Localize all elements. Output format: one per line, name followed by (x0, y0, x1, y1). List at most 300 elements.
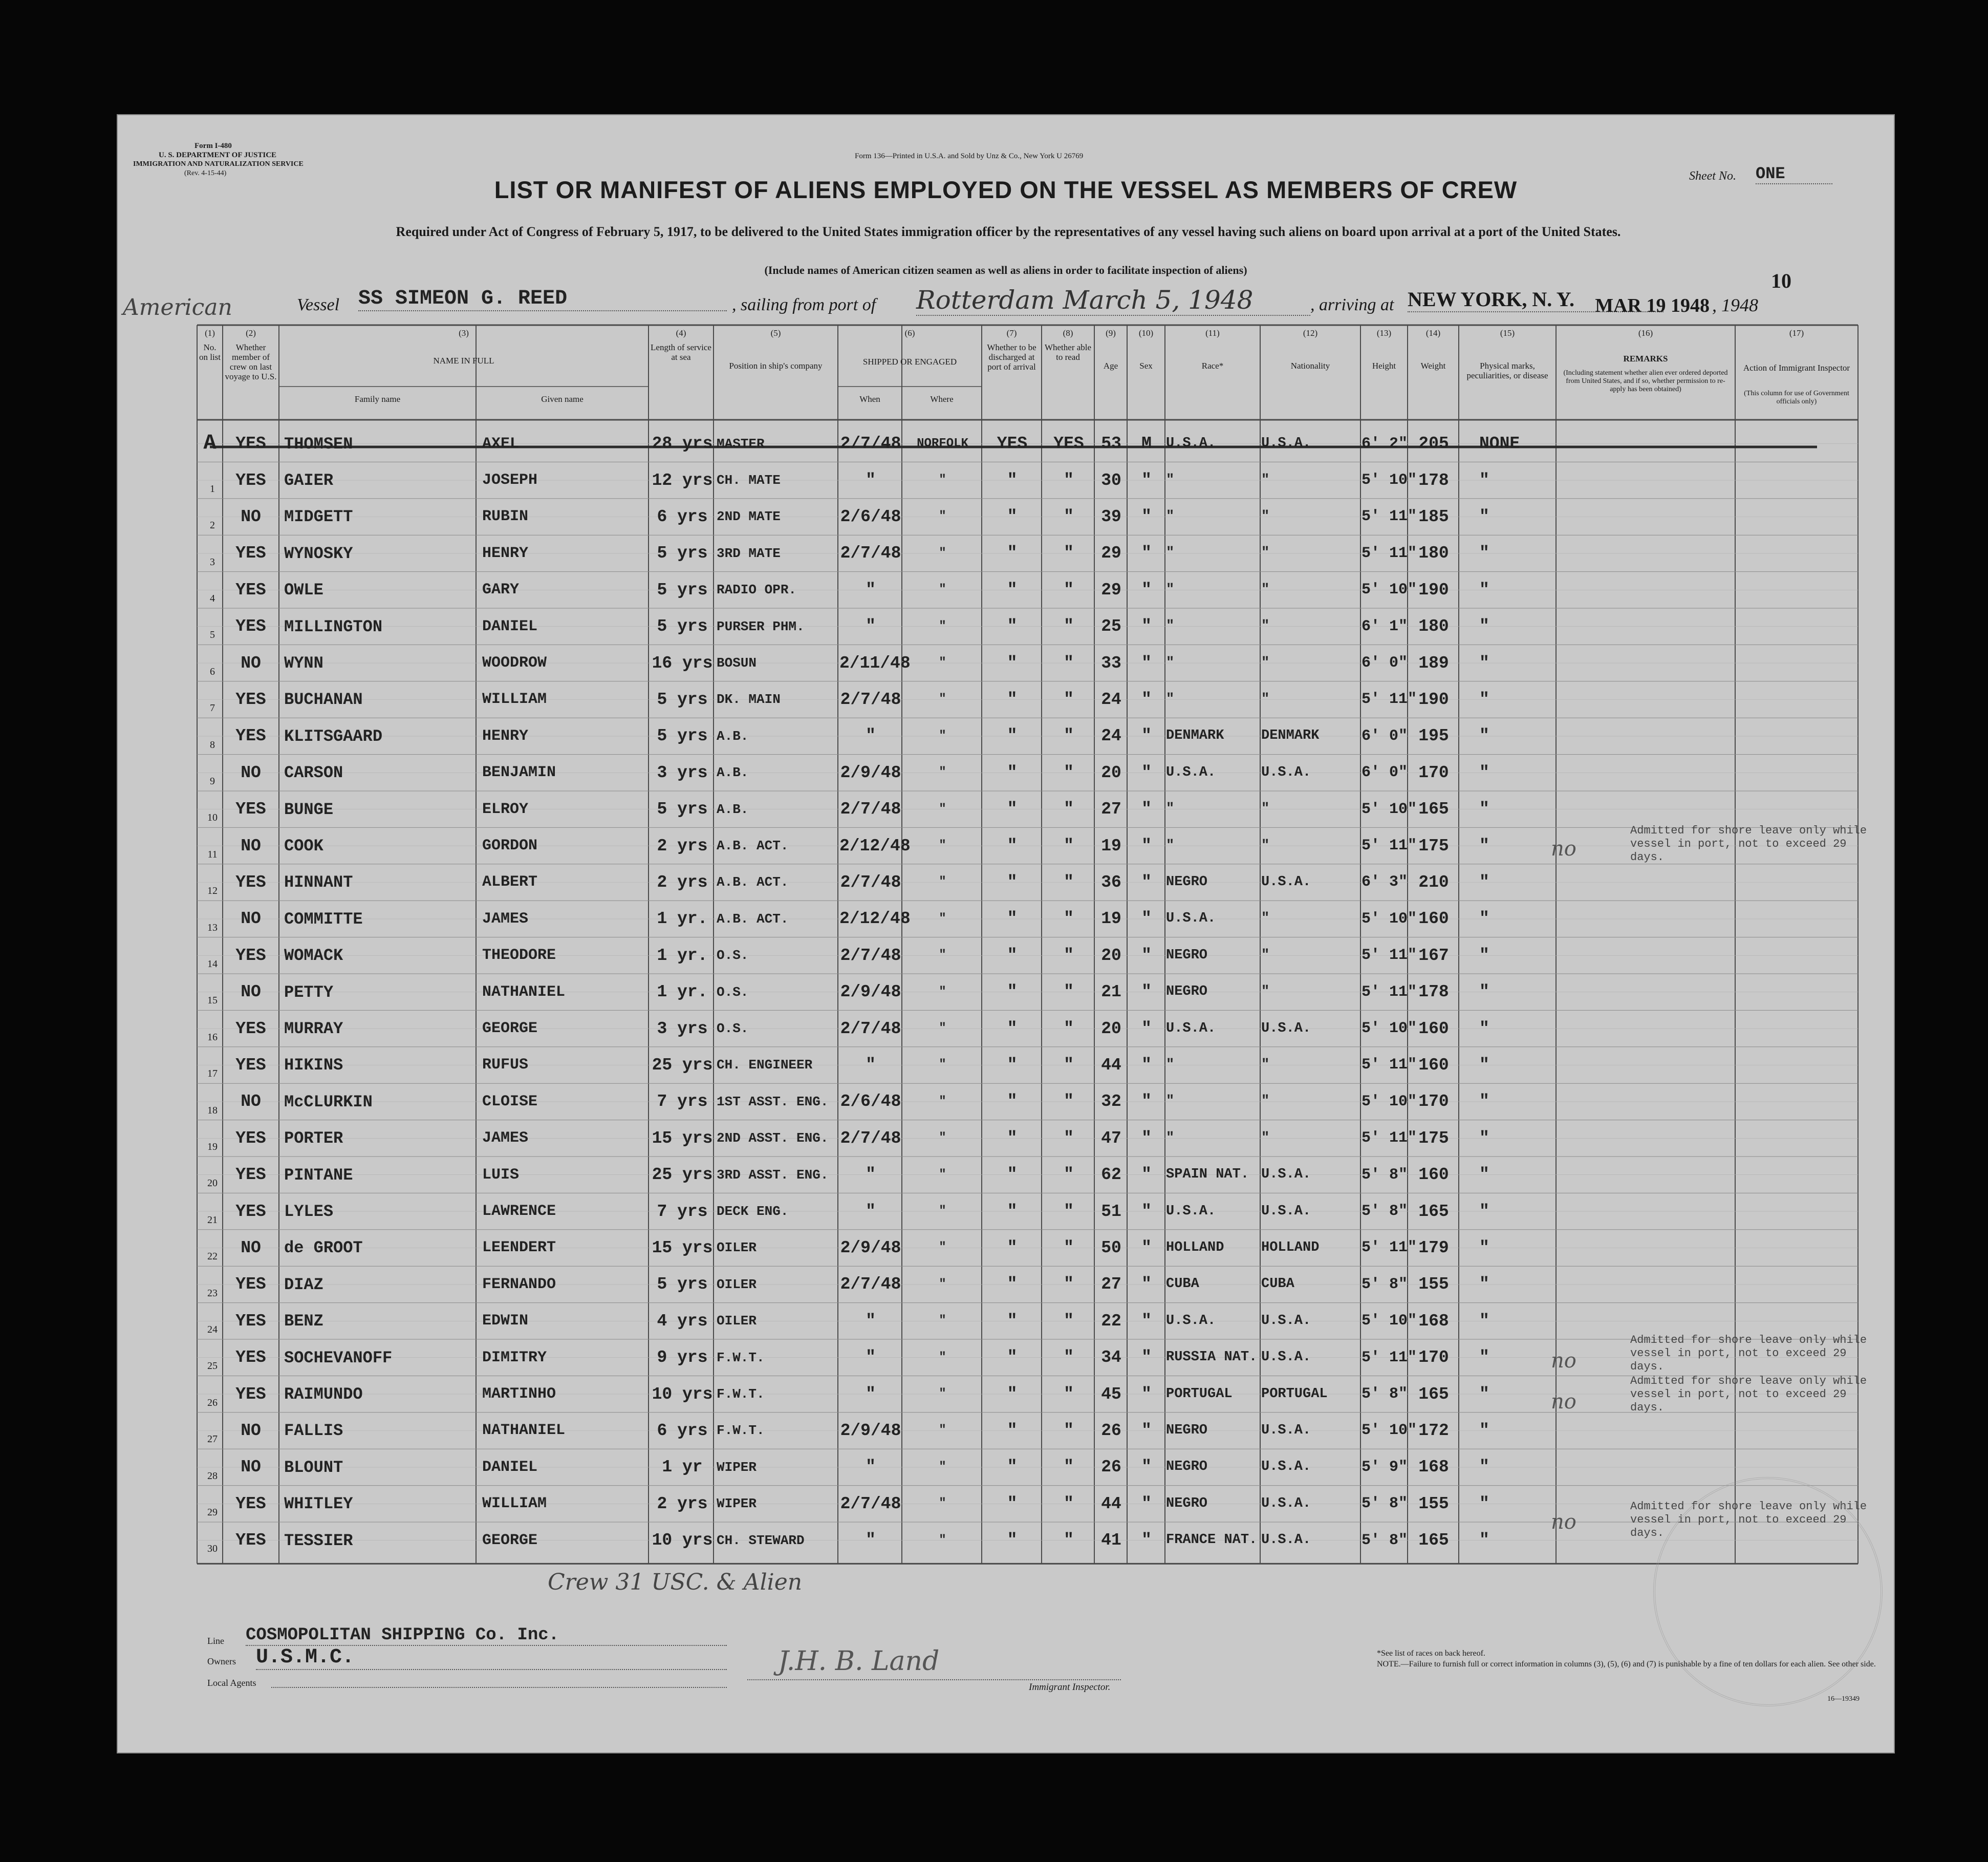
crew-weight: 180 (1418, 617, 1449, 636)
crew-nat: U.S.A. (1261, 1203, 1311, 1219)
crew-sex: " (1141, 690, 1152, 709)
crew-sex: " (1141, 1531, 1152, 1550)
crew-weight: 190 (1418, 580, 1449, 600)
row-number: 7 (210, 702, 215, 714)
crew-position: 2ND MATE (717, 509, 781, 525)
crew-position: 3RD ASST. ENG. (717, 1167, 829, 1183)
crew-where: " (939, 802, 946, 816)
crew-row (118, 974, 1894, 1010)
crew-race: NEGRO (1166, 1422, 1208, 1438)
crew-age: 32 (1101, 1092, 1121, 1111)
crew-when: " (866, 1531, 876, 1550)
crew-age: 44 (1101, 1055, 1121, 1075)
column-number: (17) (1789, 328, 1804, 338)
seal-stamp (1653, 1477, 1883, 1706)
column-header: Whether to be discharged at port of arrival (987, 343, 1036, 372)
crew-marks: " (1479, 1458, 1489, 1477)
crew-when: " (866, 617, 876, 636)
crew-service: 7 yrs (657, 1202, 708, 1221)
crew-prev: YES (235, 617, 266, 636)
crew-row (118, 572, 1894, 608)
crew-position: CH. STEWARD (717, 1532, 805, 1548)
crew-weight: 185 (1418, 507, 1449, 526)
crew-when: " (866, 1458, 876, 1477)
crew-given: ALBERT (482, 873, 538, 891)
crew-nat: DENMARK (1261, 728, 1320, 744)
crew-marks: " (1479, 1384, 1489, 1404)
crew-disch: " (1007, 1019, 1018, 1038)
crew-nat: U.S.A. (1261, 1313, 1311, 1329)
crew-prev: YES (235, 434, 266, 454)
crew-when: 2/9/48 (840, 763, 901, 782)
crew-nat: PORTUGAL (1261, 1386, 1328, 1402)
crew-prev: YES (235, 872, 266, 892)
crew-where: " (939, 1423, 946, 1438)
column-header: NAME IN FULL (433, 356, 494, 366)
crew-nat: U.S.A. (1261, 1422, 1311, 1438)
crew-family: HIKINS (284, 1056, 343, 1075)
crew-disch: " (1007, 1238, 1018, 1257)
crew-height: 5' 8" (1362, 1166, 1408, 1184)
crew-age: 36 (1101, 872, 1121, 892)
crew-sex: " (1141, 1128, 1152, 1148)
crew-position: F.W.T. (717, 1423, 765, 1439)
crew-race: CUBA (1166, 1276, 1199, 1292)
crew-where: " (939, 1496, 946, 1511)
crew-read: " (1064, 1202, 1074, 1221)
printer-note: Form 136—Printed in U.S.A. and Sold by Unz & Co., New York U 26769 (855, 152, 1084, 160)
crew-height: 5' 11" (1362, 1349, 1417, 1366)
column-number: (15) (1500, 328, 1515, 338)
crew-weight: 180 (1418, 544, 1449, 563)
crew-marks: " (1479, 763, 1489, 782)
crew-prev: YES (235, 1019, 266, 1038)
crew-row (118, 1083, 1894, 1120)
crew-prev: YES (235, 690, 266, 709)
crew-family: BUNGE (284, 800, 334, 819)
crew-when: 2/6/48 (840, 1092, 901, 1111)
crew-row (118, 1266, 1894, 1302)
crew-height: 5' 10" (1362, 800, 1417, 818)
sailing-port: Rotterdam March 5, 1948 (916, 285, 1310, 316)
crew-given: RUBIN (482, 508, 529, 526)
crew-sex: " (1141, 1092, 1152, 1111)
print-code: 16—19349 (1827, 1695, 1860, 1703)
form-subtitle-2: (Include names of American citizen seamen as well as aliens in order to facilitate inspection of aliens) (764, 264, 1247, 276)
crew-race: " (1166, 655, 1175, 671)
crew-nat: " (1261, 838, 1270, 853)
sheet-number: ONE (1756, 164, 1832, 184)
remark-text: Admitted for shore leave only while vessel in port, not to exceed 29 days. (1630, 824, 1867, 864)
crew-disch: YES (997, 434, 1028, 454)
crew-sex: " (1141, 653, 1152, 673)
column-header: SHIPPED OR ENGAGED (862, 357, 957, 367)
column-number: (10) (1138, 328, 1154, 338)
department: U. S. DEPARTMENT OF JUSTICE (159, 151, 277, 159)
crew-weight: 155 (1418, 1275, 1449, 1294)
crew-marks: " (1479, 617, 1489, 636)
crew-height: 5' 11" (1362, 947, 1417, 965)
row-number: 3 (210, 556, 215, 568)
crew-disch: " (1007, 836, 1018, 855)
crew-where: " (939, 473, 946, 487)
crew-height: 5' 11" (1362, 544, 1417, 562)
crew-nat: " (1261, 655, 1270, 671)
crew-race: RUSSIA NAT. (1166, 1350, 1258, 1365)
crew-when: " (866, 1311, 876, 1331)
crew-race: U.S.A. (1166, 764, 1216, 780)
crew-weight: 195 (1418, 726, 1449, 746)
row-number: 4 (210, 592, 215, 604)
crew-when: 2/12/48 (839, 836, 911, 855)
crew-family: COMMITTE (284, 909, 363, 929)
crew-read: " (1064, 982, 1074, 1002)
crew-family: WOMACK (284, 946, 343, 966)
crew-family: MIDGETT (284, 507, 353, 527)
sheet-label: Sheet No. (1689, 169, 1736, 183)
crew-height: 6' 0" (1362, 764, 1408, 782)
crew-service: 1 yr. (657, 946, 708, 965)
service-name: IMMIGRATION AND NATURALIZATION SERVICE (133, 160, 304, 168)
crew-disch: " (1007, 1202, 1018, 1221)
row-number: 8 (210, 739, 215, 751)
crew-age: 24 (1101, 726, 1121, 746)
arrival-date: MAR 19 1948 (1595, 295, 1710, 316)
crew-race: " (1166, 1057, 1175, 1073)
crew-position: O.S. (717, 984, 749, 1000)
column-number: (12) (1303, 328, 1318, 338)
crew-where: " (939, 1094, 946, 1108)
crew-nat: " (1261, 1094, 1270, 1109)
crew-service: 10 yrs (652, 1384, 713, 1404)
crew-service: 5 yrs (657, 690, 708, 709)
remark-text: Admitted for shore leave only while vessel in port, not to exceed 29 days. (1630, 1375, 1867, 1414)
crew-sex: " (1141, 1165, 1152, 1185)
row-number: 24 (207, 1323, 218, 1335)
crew-race: " (1166, 1094, 1175, 1109)
crew-family: DIAZ (284, 1275, 323, 1294)
crew-row (118, 425, 1894, 462)
crew-sex: " (1141, 872, 1152, 892)
crew-disch: " (1007, 580, 1018, 600)
crew-service: 25 yrs (652, 1055, 713, 1075)
crew-height: 5' 10" (1362, 910, 1417, 928)
crew-row (118, 1486, 1894, 1522)
crew-when: 2/9/48 (840, 1421, 901, 1440)
crew-prev: YES (235, 1531, 266, 1550)
crew-race: NEGRO (1166, 1459, 1208, 1475)
crew-position: A.B. (717, 765, 749, 781)
crew-where: " (939, 765, 946, 780)
crew-race: NEGRO (1166, 1495, 1208, 1511)
remark-mark: no (1551, 1510, 1576, 1534)
crew-nat: U.S.A. (1261, 764, 1311, 780)
crew-age: 20 (1101, 1019, 1121, 1038)
crew-race: " (1166, 801, 1175, 817)
crew-where: " (939, 948, 946, 962)
crew-height: 6' 3" (1362, 873, 1408, 891)
crew-family: LYLES (284, 1202, 334, 1222)
agents-label: Local Agents (207, 1678, 256, 1688)
crew-age: 62 (1101, 1165, 1121, 1185)
crew-race: " (1166, 508, 1175, 524)
column-header: Age (1103, 361, 1118, 371)
crew-family: HINNANT (284, 873, 353, 892)
column-header: Physical marks, peculiarities, or disease (1466, 361, 1548, 380)
crew-age: 50 (1101, 1238, 1121, 1257)
crew-prev: NO (241, 1421, 261, 1440)
crew-marks: " (1479, 653, 1489, 673)
crew-height: 5' 11" (1362, 983, 1417, 1001)
crew-read: " (1064, 580, 1074, 600)
column-number: (5) (770, 328, 781, 338)
crew-height: 5' 10" (1362, 1312, 1417, 1330)
crew-position: A.B. ACT. (717, 911, 789, 927)
row-number: 23 (207, 1287, 218, 1299)
crew-nat: " (1261, 947, 1270, 963)
crew-given: NATHANIEL (482, 1422, 566, 1440)
crew-service: 3 yrs (657, 1019, 708, 1038)
crew-given: GARY (482, 581, 520, 599)
crew-service: 2 yrs (657, 836, 708, 855)
crew-position: A.B. (717, 728, 749, 744)
crew-age: 44 (1101, 1494, 1121, 1513)
crew-height: 5' 10" (1362, 1093, 1417, 1110)
crew-family: COOK (284, 837, 323, 856)
crew-family: WYNOSKY (284, 544, 353, 563)
crew-weight: 160 (1418, 1055, 1449, 1075)
crew-read: " (1064, 800, 1074, 819)
crew-read: " (1064, 872, 1074, 892)
row-number: 16 (207, 1031, 218, 1043)
crew-age: 24 (1101, 690, 1121, 709)
crew-nat: U.S.A. (1261, 436, 1311, 452)
crew-height: 5' 10" (1362, 1020, 1417, 1038)
crew-given: WOODROW (482, 654, 547, 672)
row-number: 9 (210, 775, 215, 787)
crew-when: 2/7/48 (840, 690, 901, 709)
crew-row (118, 827, 1894, 864)
column-header: Whether able to read (1044, 343, 1092, 362)
crew-height: 5' 10" (1362, 472, 1417, 489)
crew-given: BENJAMIN (482, 764, 556, 782)
crew-family: CARSON (284, 763, 343, 783)
crew-where: " (939, 583, 946, 597)
crew-family: PINTANE (284, 1165, 353, 1185)
crew-given: HENRY (482, 544, 529, 562)
crew-row (118, 1047, 1894, 1083)
crew-sex: " (1141, 1458, 1152, 1477)
crew-read: " (1064, 1055, 1074, 1075)
crew-prev: YES (235, 1128, 266, 1148)
crew-height: 5' 10" (1362, 581, 1417, 599)
crew-position: 3RD MATE (717, 545, 781, 561)
crew-family: SOCHEVANOFF (284, 1348, 393, 1367)
inspector-line (747, 1679, 1121, 1680)
column-number: (4) (676, 328, 686, 338)
crew-weight: 160 (1418, 909, 1449, 929)
crew-read: " (1064, 544, 1074, 563)
crew-where: " (939, 692, 946, 707)
crew-prev: YES (235, 1275, 266, 1294)
crew-position: F.W.T. (717, 1350, 765, 1365)
crew-height: 5' 11" (1362, 691, 1417, 709)
row-number: 1 (210, 483, 215, 495)
crew-prev: YES (235, 1055, 266, 1075)
crew-disch: " (1007, 1165, 1018, 1185)
crew-weight: 178 (1418, 982, 1449, 1002)
crew-prev: YES (235, 1311, 266, 1331)
crew-marks: " (1479, 1275, 1489, 1294)
crew-read: " (1064, 507, 1074, 526)
crew-where: " (939, 1387, 946, 1401)
crew-nat: " (1261, 618, 1270, 634)
crew-sex: " (1141, 1494, 1152, 1513)
crew-when: " (866, 726, 876, 746)
crew-race: U.S.A. (1166, 911, 1216, 927)
crew-marks: " (1479, 1348, 1489, 1367)
row-number: 29 (207, 1506, 218, 1518)
crew-total-note: Crew 31 USC. & Alien (548, 1569, 803, 1595)
column-number: (16) (1638, 328, 1653, 338)
crew-weight: 168 (1418, 1458, 1449, 1477)
column-number: (2) (246, 328, 256, 338)
crew-family: PORTER (284, 1129, 343, 1148)
column-header: Length of service at sea (651, 343, 711, 362)
crew-row (118, 755, 1894, 791)
crew-where: " (939, 1240, 946, 1255)
crew-prev: NO (241, 1092, 261, 1111)
crew-race: " (1166, 838, 1175, 853)
crew-row (118, 937, 1894, 974)
column-subheader-given: Given name (541, 394, 584, 404)
crew-marks: " (1479, 1311, 1489, 1331)
crew-service: 6 yrs (657, 507, 708, 526)
crew-marks: NONE (1479, 434, 1520, 454)
crew-family: RAIMUNDO (284, 1385, 363, 1404)
crew-given: DANIEL (482, 617, 538, 635)
row-number: 30 (207, 1543, 218, 1555)
crew-race: FRANCE NAT. (1166, 1532, 1258, 1548)
crew-row (118, 1120, 1894, 1157)
column-header: Whether member of crew on last voyage to U.S. (225, 343, 277, 381)
crew-disch: " (1007, 726, 1018, 746)
column-subheader-family: Family name (354, 394, 401, 404)
crew-marks: " (1479, 1165, 1489, 1185)
crew-family: MURRAY (284, 1019, 343, 1039)
crew-weight: 155 (1418, 1494, 1449, 1513)
crew-family: BENZ (284, 1312, 323, 1331)
crew-weight: 165 (1418, 800, 1449, 819)
crew-when: 2/7/48 (840, 1275, 901, 1294)
crew-age: 53 (1101, 434, 1121, 454)
crew-nat: " (1261, 801, 1270, 817)
crew-read: " (1064, 763, 1074, 782)
agents-line (271, 1687, 727, 1688)
crew-given: GEORGE (482, 1020, 538, 1038)
crew-read: " (1064, 1019, 1074, 1038)
crew-service: 6 yrs (657, 1421, 708, 1440)
crew-prev: NO (241, 1238, 261, 1257)
crew-read: " (1064, 653, 1074, 673)
crew-family: MILLINGTON (284, 617, 383, 636)
column-header: Action of Immigrant Inspector (1743, 363, 1850, 373)
crew-height: 5' 8" (1362, 1495, 1408, 1513)
column-number: (3) (459, 328, 469, 338)
crew-read: " (1064, 470, 1074, 490)
crew-when: " (866, 1055, 876, 1075)
crew-service: 1 yr. (657, 982, 708, 1002)
crew-family: BUCHANAN (284, 690, 363, 710)
crew-service: 15 yrs (652, 1238, 713, 1257)
crew-race: " (1166, 472, 1175, 488)
crew-height: 5' 11" (1362, 1056, 1417, 1074)
crew-weight: 170 (1418, 763, 1449, 782)
crew-given: ELROY (482, 800, 529, 818)
crew-disch: " (1007, 653, 1018, 673)
crew-age: 29 (1101, 580, 1121, 600)
crew-age: 27 (1101, 800, 1121, 819)
crew-prev: NO (241, 836, 261, 855)
crew-race: " (1166, 545, 1175, 561)
crew-given: MARTINHO (482, 1385, 556, 1403)
crew-age: 26 (1101, 1421, 1121, 1440)
crew-given: LUIS (482, 1166, 520, 1184)
line-label: Line (207, 1636, 224, 1646)
crew-disch: " (1007, 1311, 1018, 1331)
crew-disch: " (1007, 872, 1018, 892)
crew-race: U.S.A. (1166, 1313, 1216, 1329)
crew-age: 20 (1101, 946, 1121, 965)
penalty-note: NOTE.—Failure to furnish full or correct information in columns (3), (5), (6) and (7) is punishable by a fine of ten dollars for each alien. See other side. (1377, 1660, 1876, 1668)
crew-service: 1 yr (662, 1458, 703, 1477)
crew-race: HOLLAND (1166, 1239, 1224, 1255)
crew-given: EDWIN (482, 1312, 529, 1330)
column-number: (11) (1205, 328, 1220, 338)
crew-where: " (939, 1460, 946, 1474)
crew-row (118, 535, 1894, 571)
crew-where: " (939, 875, 946, 889)
crew-row (118, 1303, 1894, 1339)
crew-height: 5' 10" (1362, 1422, 1417, 1440)
crew-age: 41 (1101, 1531, 1121, 1550)
crew-given: THEODORE (482, 947, 556, 965)
inspector-label: Immigrant Inspector. (1029, 1682, 1111, 1693)
crew-race: PORTUGAL (1166, 1386, 1233, 1402)
crew-family: TESSIER (284, 1531, 353, 1550)
remark-mark: no (1551, 837, 1576, 861)
crew-sex: " (1141, 1384, 1152, 1404)
crew-sex: " (1141, 470, 1152, 490)
crew-position: A.B. ACT. (717, 838, 789, 854)
crew-marks: " (1479, 544, 1489, 563)
crew-given: JOSEPH (482, 472, 538, 489)
crew-row (118, 681, 1894, 718)
crew-where: " (939, 1021, 946, 1036)
crew-disch: " (1007, 1128, 1018, 1148)
race-note: *See list of races on back hereof. (1377, 1649, 1485, 1658)
crew-position: WIPER (717, 1459, 757, 1475)
crew-disch: " (1007, 617, 1018, 636)
crew-read: YES (1053, 434, 1084, 454)
crew-age: 39 (1101, 507, 1121, 526)
crew-age: 27 (1101, 1275, 1121, 1294)
crew-row (118, 1376, 1894, 1412)
crew-disch: " (1007, 800, 1018, 819)
column-subheader-when: When (859, 394, 880, 404)
crew-weight: 175 (1418, 1128, 1449, 1148)
crew-disch: " (1007, 1275, 1018, 1294)
